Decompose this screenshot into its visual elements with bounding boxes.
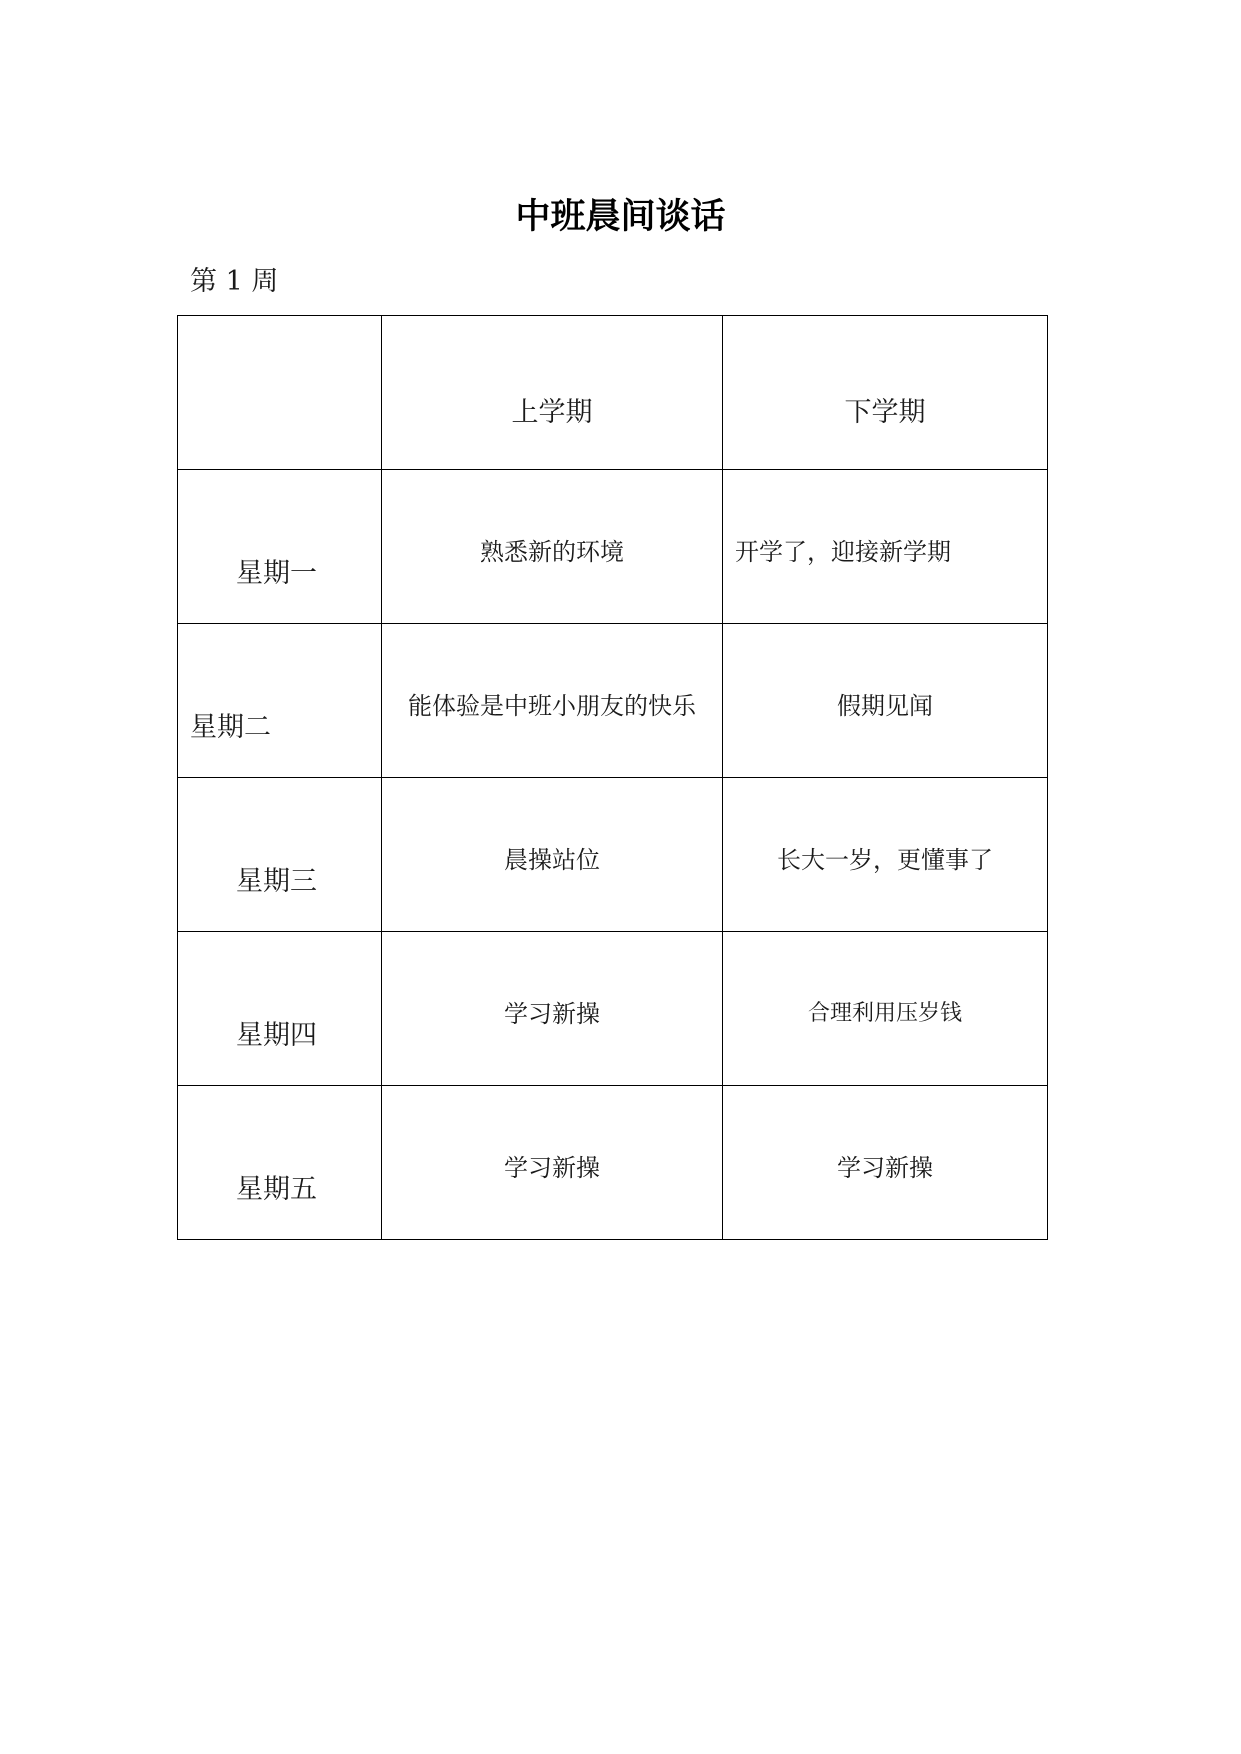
- schedule-table: [177, 315, 1048, 1240]
- week-label: 第 1 周: [190, 266, 279, 297]
- second-semester-topic: 学习新操: [837, 1154, 933, 1182]
- header-first-semester: 上学期: [511, 397, 593, 428]
- table-row: [178, 470, 1048, 624]
- first-semester-cell: [382, 1086, 723, 1240]
- second-semester-topic: 长大一岁，更懂事了: [777, 846, 993, 874]
- day-label: 星期一: [236, 558, 317, 589]
- header-second-semester: 下学期: [844, 397, 926, 428]
- table-header-row: [178, 316, 1048, 470]
- corner-cell: [178, 316, 382, 470]
- day-label: 星期五: [236, 1174, 317, 1205]
- day-cell: [178, 1086, 382, 1240]
- header-first-semester-cell: [382, 316, 723, 470]
- day-cell: [178, 470, 382, 624]
- second-semester-cell: [723, 932, 1048, 1086]
- table-row: [178, 778, 1048, 932]
- table-row: [178, 1086, 1048, 1240]
- second-semester-topic: 假期见闻: [837, 692, 933, 720]
- first-semester-topic: 熟悉新的环境: [480, 538, 624, 566]
- second-semester-topic: 合理利用压岁钱: [807, 1001, 962, 1026]
- first-semester-topic: 学习新操: [504, 1000, 600, 1028]
- second-semester-topic: 开学了，迎接新学期: [735, 538, 951, 566]
- day-cell: [178, 624, 382, 778]
- first-semester-cell: [382, 470, 723, 624]
- second-semester-cell: [723, 1086, 1048, 1240]
- first-semester-cell: [382, 624, 723, 778]
- day-cell: [178, 932, 382, 1086]
- second-semester-cell: [723, 624, 1048, 778]
- first-semester-topic: 晨操站位: [504, 846, 600, 874]
- first-semester-topic: 学习新操: [504, 1154, 600, 1182]
- table-row: [178, 932, 1048, 1086]
- first-semester-cell: [382, 778, 723, 932]
- first-semester-topic: 能体验是中班小朋友的快乐: [408, 692, 696, 720]
- first-semester-cell: [382, 932, 723, 1086]
- table-row: [178, 624, 1048, 778]
- page-title: 中班晨间谈话: [515, 197, 726, 237]
- day-cell: [178, 778, 382, 932]
- day-label: 星期三: [236, 866, 317, 897]
- header-second-semester-cell: [723, 316, 1048, 470]
- second-semester-cell: [723, 778, 1048, 932]
- day-label: 星期二: [190, 712, 271, 743]
- day-label: 星期四: [236, 1020, 317, 1051]
- second-semester-cell: [723, 470, 1048, 624]
